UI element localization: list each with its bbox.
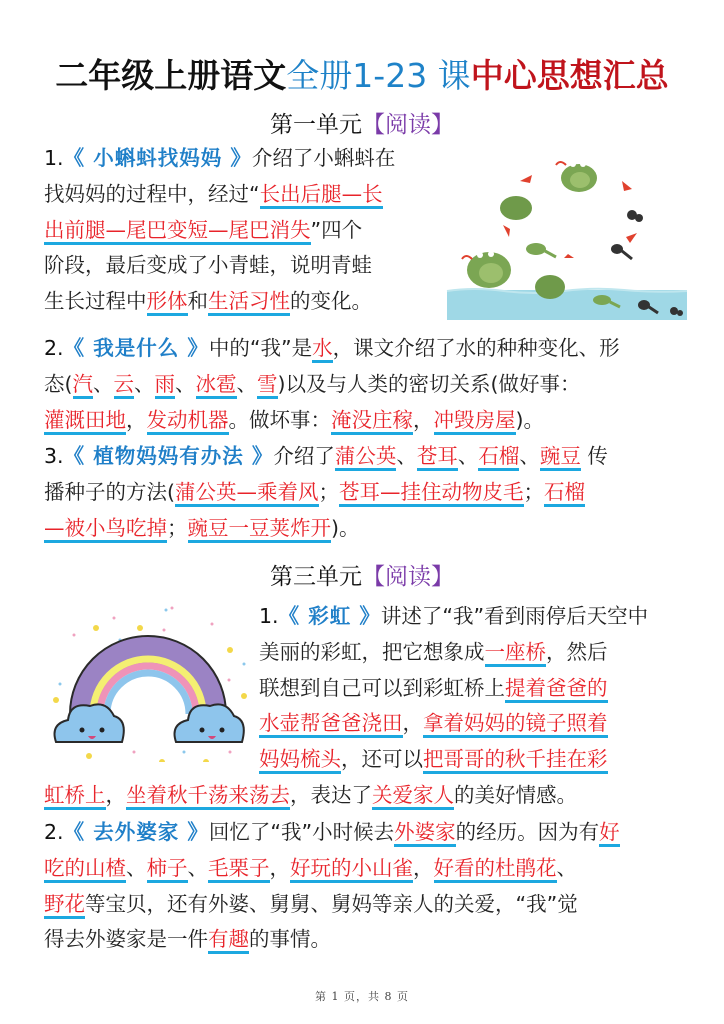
text-run: ”四个 <box>310 217 363 242</box>
line-text <box>44 289 372 316</box>
key-phrase: 云 <box>114 372 135 399</box>
unit-3-heading <box>0 558 724 591</box>
key-phrase: 坐着秋千荡来荡去 <box>126 783 290 810</box>
text-run: 找妈妈的过程中，经过“ <box>44 181 260 206</box>
text-run: ； <box>167 515 188 540</box>
item-line <box>44 177 444 213</box>
item-line <box>44 851 704 887</box>
text-run: ， <box>402 711 423 736</box>
key-phrase: 石榴 <box>478 444 519 471</box>
frog-life-cycle-illustration <box>444 145 688 320</box>
text-run: 的事情。 <box>249 927 331 952</box>
text-run: 和 <box>187 289 208 314</box>
key-phrase: 把哥哥的秋千挂在彩 <box>423 747 608 774</box>
text-run: 的美好情感。 <box>454 782 577 807</box>
text-run: 联想到自己可以到彩虹桥上 <box>259 675 505 700</box>
text-run: 的经历。因为有 <box>455 820 600 844</box>
item-line <box>44 331 704 367</box>
key-phrase: 长出后腿—长 <box>260 182 383 209</box>
key-phrase: 雨 <box>155 372 176 399</box>
item-line <box>44 367 704 403</box>
key-phrase: 汽 <box>73 372 94 399</box>
text-run: 的变化。 <box>290 289 372 314</box>
text-run: 、 <box>396 444 417 468</box>
item-line <box>44 599 704 635</box>
item-line <box>44 778 704 814</box>
text-run: 等宝贝，还有外婆、舅舅、舅妈等亲人的关爱，“我”觉 <box>85 891 578 916</box>
key-phrase: 出前腿—尾巴变短—尾巴消失 <box>44 218 311 245</box>
key-phrase: 豌豆一豆荚炸开 <box>188 516 332 543</box>
page-title <box>0 50 724 97</box>
item-number: 1. <box>259 604 279 628</box>
text-run: 生长过程中 <box>44 289 147 314</box>
text-run: 中的“我”是 <box>208 336 313 360</box>
page-number: 第 1 页，共 8 页 <box>315 990 409 1003</box>
key-phrase: 妈妈梳头 <box>259 747 341 774</box>
text-run: 播种子的方法( <box>44 479 175 504</box>
key-phrase: 拿着妈妈的镜子照着 <box>423 711 608 738</box>
item-line <box>44 439 704 475</box>
title-scope: 全册1-23 课 <box>286 56 471 95</box>
item-number: 1. <box>44 146 64 170</box>
key-phrase: 生活习性 <box>208 289 290 316</box>
line-text <box>44 480 585 507</box>
text-run: 、 <box>126 855 147 880</box>
line-text <box>209 336 620 363</box>
unit-1-tag: 【阅读】 <box>362 112 454 138</box>
line-text <box>44 516 360 543</box>
line-text <box>44 372 581 399</box>
item-line <box>44 284 444 320</box>
unit-1-item-1 <box>44 141 444 320</box>
key-phrase: 好 <box>599 820 620 847</box>
title-grade: 二年级上册语文 <box>55 56 287 95</box>
text-run: ， <box>105 782 126 807</box>
text-run: 回忆了“我”小时候去 <box>208 820 395 844</box>
key-phrase: 苍耳—挂住动物皮毛 <box>339 480 524 507</box>
unit-1-item-3 <box>44 439 704 546</box>
key-phrase: 蒲公英 <box>335 444 397 471</box>
text-run: 讲述了“我”看到雨停后天空中 <box>380 604 649 628</box>
item-line <box>44 671 704 707</box>
unit-1-heading <box>0 106 724 139</box>
line-text <box>252 146 396 170</box>
key-phrase: 外婆家 <box>394 820 456 847</box>
text-run: 、 <box>519 444 540 468</box>
unit-1-name: 第一单元 <box>270 112 362 138</box>
key-phrase: 雪 <box>257 372 278 399</box>
item-line <box>44 475 704 511</box>
text-run: 介绍了小蝌蚪在 <box>251 146 396 170</box>
key-phrase: 灌溉田地 <box>44 408 126 435</box>
item-line <box>44 742 704 778</box>
text-run: ， <box>126 407 147 432</box>
text-run: 、 <box>187 855 208 880</box>
item-line <box>44 706 704 742</box>
line-text <box>44 253 372 277</box>
key-phrase: 形体 <box>147 289 188 316</box>
key-phrase: 冰雹 <box>196 372 237 399</box>
book-title: 《 小蝌蚪找妈妈 》 <box>63 146 252 170</box>
key-phrase: 好玩的小山雀 <box>290 856 413 883</box>
key-phrase: 虹桥上 <box>44 783 106 810</box>
item-line <box>44 141 444 177</box>
key-phrase: 柿子 <box>147 856 188 883</box>
line-text <box>259 747 608 774</box>
key-phrase: 关爱家人 <box>372 783 454 810</box>
line-text <box>381 604 648 628</box>
key-phrase: 冲毁房屋 <box>434 408 516 435</box>
key-phrase: 一座桥 <box>485 640 547 667</box>
text-run: 、 <box>236 371 257 396</box>
text-run: ， <box>269 855 290 880</box>
unit-1-item-2 <box>44 331 704 438</box>
line-text <box>259 640 608 667</box>
line-text <box>44 892 578 919</box>
text-run: 态( <box>44 371 73 396</box>
key-phrase: 毛栗子 <box>208 856 270 883</box>
line-text <box>44 408 544 435</box>
text-run: ； <box>523 479 544 504</box>
item-number: 2. <box>44 820 64 844</box>
text-run: 、 <box>457 444 479 468</box>
text-run: 、 <box>175 371 196 396</box>
text-run: 得去外婆家是一件 <box>44 927 208 952</box>
line-text <box>259 676 608 703</box>
item-line <box>44 511 704 547</box>
text-run: ， <box>413 855 434 880</box>
text-run: ，还可以 <box>341 747 423 772</box>
line-text <box>44 856 577 883</box>
title-topic: 中心思想汇总 <box>470 56 669 95</box>
key-phrase: —被小鸟吃掉 <box>44 516 167 543</box>
text-run: 、 <box>556 855 577 880</box>
key-phrase: 水壶帮爸爸浇田 <box>259 711 403 738</box>
key-phrase: 石榴 <box>544 480 585 507</box>
unit-3-item-1 <box>44 599 704 814</box>
text-run: ， <box>413 407 434 432</box>
item-line <box>44 213 444 249</box>
line-text <box>273 444 608 471</box>
line-text <box>259 711 608 738</box>
key-phrase: 有趣 <box>208 927 249 954</box>
line-text <box>44 182 383 209</box>
text-run: 、 <box>93 371 114 396</box>
text-run: 美丽的彩虹，把它想象成 <box>259 639 485 664</box>
key-phrase: 野花 <box>44 892 85 919</box>
text-run: ，课文介绍了水的种种变化、形 <box>332 336 620 360</box>
line-text <box>44 783 577 810</box>
item-number: 2. <box>44 336 64 360</box>
unit-3-item-2 <box>44 815 704 958</box>
text-run: ，表达了 <box>290 782 372 807</box>
line-text <box>44 218 362 245</box>
key-phrase: 豌豆 <box>540 444 581 471</box>
line-text <box>209 820 620 847</box>
book-title: 《 我是什么 》 <box>63 336 209 360</box>
key-phrase: 吃的山楂 <box>44 856 126 883</box>
item-line <box>44 403 704 439</box>
text-run: ； <box>318 479 339 504</box>
line-text <box>44 927 331 954</box>
key-phrase: 提着爸爸的 <box>505 676 608 703</box>
item-line <box>44 922 704 958</box>
text-run: 、 <box>134 371 155 396</box>
key-phrase: 发动机器 <box>147 408 229 435</box>
item-line <box>44 635 704 671</box>
text-run: ，然后 <box>546 639 608 664</box>
text-run: )。 <box>515 407 544 432</box>
item-line <box>44 248 444 284</box>
text-run: 。做坏事： <box>228 407 331 432</box>
unit-3-tag: 【阅读】 <box>362 564 454 590</box>
book-title: 《 植物妈妈有办法 》 <box>63 444 274 468</box>
item-line <box>44 887 704 923</box>
text-run: 介绍了 <box>273 444 335 468</box>
book-title: 《 去外婆家 》 <box>63 820 209 844</box>
item-line <box>44 815 704 851</box>
key-phrase: 蒲公英—乘着风 <box>175 480 319 507</box>
text-run: 阶段，最后变成了小青蛙，说明青蛙 <box>44 253 372 278</box>
key-phrase: 淹没庄稼 <box>331 408 413 435</box>
key-phrase: 苍耳 <box>417 444 458 471</box>
key-phrase: 水 <box>312 336 333 363</box>
text-run: 传 <box>580 444 608 468</box>
text-run: )。 <box>331 515 360 540</box>
book-title: 《 彩虹 》 <box>278 604 381 628</box>
unit-3-name: 第三单元 <box>270 564 362 590</box>
key-phrase: 好看的杜鹃花 <box>434 856 557 883</box>
text-run: )以及与人类的密切关系(做好事： <box>277 371 581 396</box>
item-number: 3. <box>44 444 64 468</box>
